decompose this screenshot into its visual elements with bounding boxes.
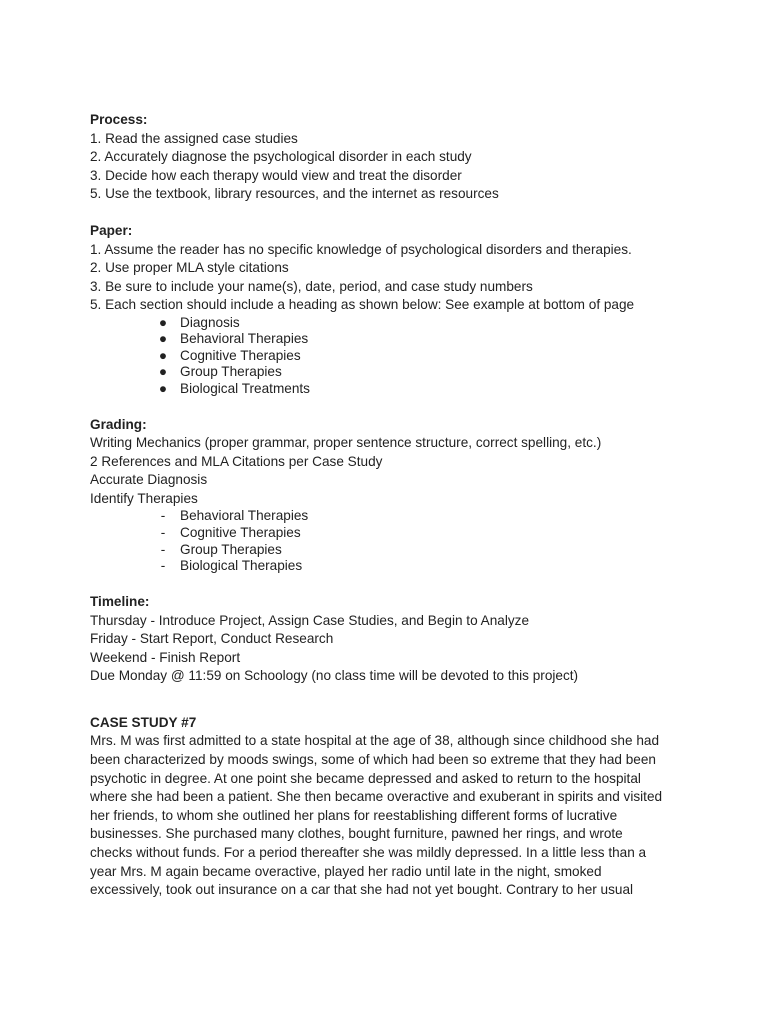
timeline-heading: Timeline:: [90, 594, 150, 610]
paper-item: 1. Assume the reader has no specific knowledge of psychological disorders and therapies.: [90, 241, 632, 257]
case-study-line: psychotic in degree. At one point she became depressed and asked to return to the hospital: [90, 770, 641, 786]
paper-item: 3. Be sure to include your name(s), date, period, and case study numbers: [90, 278, 533, 294]
grading-sub-label: Cognitive Therapies: [180, 525, 301, 541]
paper-item: 5. Each section should include a heading as shown below: See example at bottom of page: [90, 297, 635, 312]
timeline-item: Thursday - Introduce Project, Assign Case Studies, and Begin to Analyze: [90, 612, 530, 628]
process-item: 1. Read the assigned case studies: [90, 130, 298, 146]
grading-sub-item: [90, 508, 680, 525]
case-study-line: checks without funds. For a period thereafter she was mildly depressed. In a little less than a: [90, 844, 647, 860]
case-study-line: been characterized by moods swings, some of which had been so extreme that they had been: [90, 751, 656, 767]
bullet-icon: ●: [158, 347, 168, 363]
process-item: 5. Use the textbook, library resources, and the internet as resources: [90, 186, 499, 201]
bullet-icon: ●: [158, 331, 168, 347]
grading-sub-label: Behavioral Therapies: [180, 508, 309, 524]
case-study-line: her friends, to whom she outlined her plans for reestablishing different forms of lucrative: [90, 807, 618, 823]
grading-sub-item: [90, 542, 680, 559]
case-study-section: [90, 714, 680, 900]
dash-icon: -: [160, 558, 166, 574]
paper-heading: Paper:: [90, 223, 133, 238]
grading-sub-label: Group Therapies: [180, 541, 282, 557]
grading-sub-label: Biological Therapies: [180, 558, 303, 574]
process-item: 2. Accurately diagnose the psychological disorder in each study: [90, 149, 472, 164]
grading-sub-item: [90, 558, 680, 575]
paper-bullet-label: Group Therapies: [180, 364, 282, 380]
grading-sub-item: [90, 525, 680, 542]
paper-bullet-label: Behavioral Therapies: [180, 331, 309, 347]
grading-sub-list: [90, 508, 680, 574]
process-item: 3. Decide how each therapy would view and treat the disorder: [90, 167, 462, 183]
case-study-line: businesses. She purchased many clothes, bought furniture, pawned her rings, and wrote: [90, 826, 623, 842]
timeline-item: Friday - Start Report, Conduct Research: [90, 631, 334, 647]
timeline-item: Due Monday @ 11:59 on Schoology (no class time will be devoted to this project): [90, 668, 579, 684]
case-study-line: Mrs. M was first admitted to a state hospital at the age of 38, although since childhood she had: [90, 733, 659, 749]
paper-bullet-label: Biological Treatments: [180, 380, 310, 396]
paper-section: [90, 222, 680, 397]
case-study-line: where she had been a patient. She then became overactive and exuberant in spirits and visited: [90, 789, 663, 805]
case-study-heading: CASE STUDY #7: [90, 714, 197, 730]
paper-bullet-label: Diagnosis: [180, 314, 240, 330]
grading-item: Accurate Diagnosis: [90, 472, 208, 488]
grading-item: 2 References and MLA Citations per Case Study: [90, 453, 383, 469]
case-study-line: year Mrs. M again became overactive, played her radio until late in the night, smoked: [90, 863, 602, 879]
bullet-icon: ●: [158, 314, 168, 330]
grading-item: Writing Mechanics (proper grammar, proper sentence structure, correct spelling, etc.): [90, 435, 602, 451]
dash-icon: -: [160, 525, 166, 541]
bullet-icon: ●: [158, 380, 168, 396]
grading-section: [90, 416, 680, 575]
paper-bullet-item: [90, 381, 680, 398]
process-heading: Process:: [90, 112, 148, 127]
dash-icon: -: [160, 541, 166, 557]
process-section: [90, 111, 680, 204]
paper-bullet-item: [90, 348, 680, 365]
grading-heading: Grading:: [90, 416, 147, 432]
paper-bullet-label: Cognitive Therapies: [180, 347, 301, 363]
paper-item: 2. Use proper MLA style citations: [90, 260, 289, 275]
dash-icon: -: [160, 508, 166, 524]
grading-item: Identify Therapies: [90, 490, 198, 506]
document-page: [90, 111, 680, 900]
case-study-line: excessively, took out insurance on a car that she had not yet bought. Contrary to her usual: [90, 882, 634, 898]
paper-bullet-item: [90, 364, 680, 381]
paper-bullet-list: [90, 315, 680, 398]
bullet-icon: ●: [158, 364, 168, 380]
case-study-body: [90, 732, 680, 899]
timeline-section: [90, 593, 680, 686]
timeline-item: Weekend - Finish Report: [90, 649, 241, 665]
paper-bullet-item: [90, 331, 680, 348]
paper-bullet-item: [90, 315, 680, 332]
